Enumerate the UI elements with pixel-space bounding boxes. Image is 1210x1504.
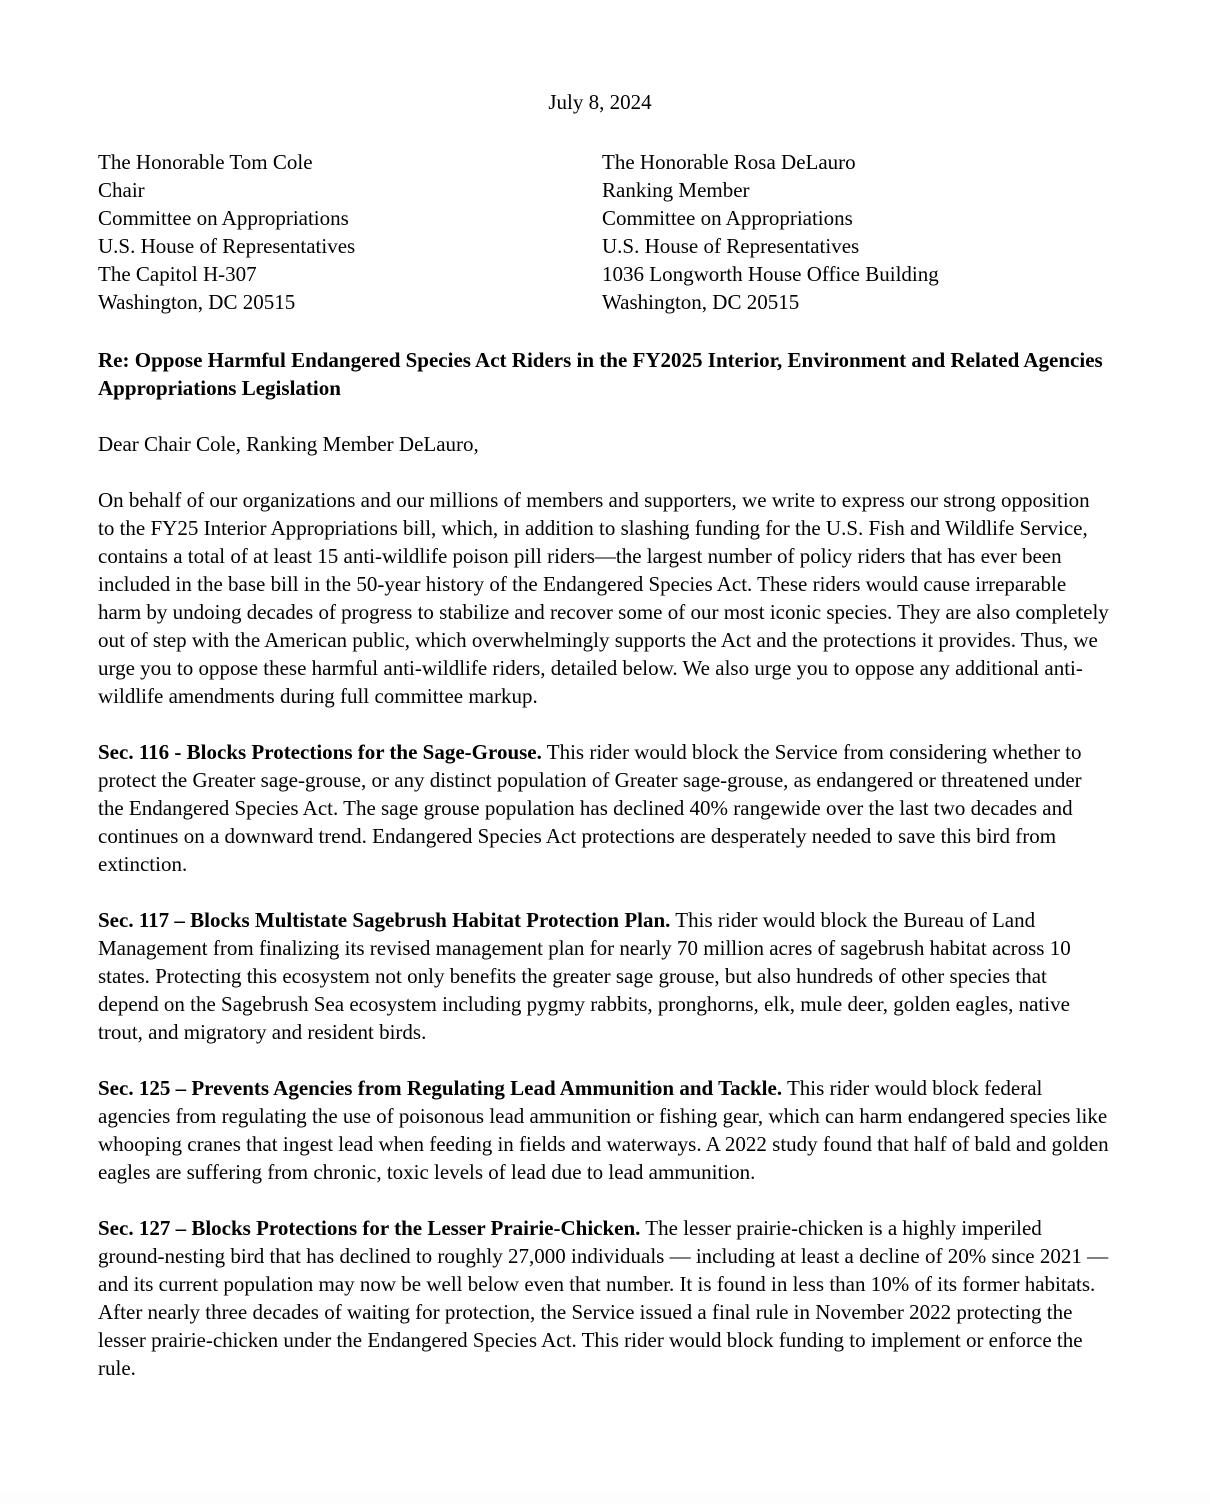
addressee-column-left xyxy=(98,148,602,316)
section-paragraph xyxy=(98,906,1110,1046)
addressee-line: Committee on Appropriations xyxy=(602,206,853,230)
section-paragraph xyxy=(98,1074,1110,1186)
addressee-line: The Honorable Rosa DeLauro xyxy=(602,150,856,174)
subject-line: Re: Oppose Harmful Endangered Species Act Riders in the FY2025 Interior, Environment and Related Agencies Appropriations Legislation xyxy=(98,348,1103,400)
addressee-line: Washington, DC 20515 xyxy=(602,290,800,314)
page-bottom-edge xyxy=(0,1492,1210,1504)
intro-paragraph: On behalf of our organizations and our millions of members and supporters, we write to express our strong opposition to the FY25 Interior Appropriations bill, which, in addition to slashing funding for the U.S. Fish and Wildlife Service, contains a total of at least 15 anti-wildlife poison pill riders—the largest number of policy riders that has ever been included in the base bill in the 50-year history of the Endangered Species Act. These riders would cause irreparable harm by undoing decades of progress to stabilize and recover some of our most iconic species. They are also completely out of step with the American public, which overwhelmingly supports the Act and the protections it provides. Thus, we urge you to oppose these harmful anti-wildlife riders, detailed below. We also urge you to oppose any additional anti-wildlife amendments during full committee markup. xyxy=(98,488,1109,708)
addressee-line: The Capitol H-307 xyxy=(98,262,257,286)
addressee-line: Washington, DC 20515 xyxy=(98,290,296,314)
addressee-line: Committee on Appropriations xyxy=(98,206,349,230)
letter-content xyxy=(98,0,1110,1382)
section-body: This rider would block federal agencies from regulating the use of poisonous lead ammunition or fishing gear, which can harm endangered species like whooping cranes that ingest lead when feeding in fields and waterways. A 2022 study found that half of bald and golden eagles are suffering from chronic, toxic levels of lead due to lead ammunition. xyxy=(98,1076,1109,1184)
letter-date: July 8, 2024 xyxy=(548,90,652,114)
section-heading: Sec. 127 – Blocks Protections for the Lesser Prairie-Chicken. xyxy=(98,1216,641,1240)
addressee-line: U.S. House of Representatives xyxy=(602,234,860,258)
addressee-block xyxy=(98,148,1110,316)
addressee-line: Chair xyxy=(98,178,145,202)
section-paragraph xyxy=(98,1214,1110,1382)
section-heading: Sec. 125 – Prevents Agencies from Regulating Lead Ammunition and Tackle. xyxy=(98,1076,783,1100)
addressee-line: 1036 Longworth House Office Building xyxy=(602,262,939,286)
addressee-line: Ranking Member xyxy=(602,178,750,202)
section-paragraph xyxy=(98,738,1110,878)
addressee-line: U.S. House of Representatives xyxy=(98,234,356,258)
section-heading: Sec. 116 - Blocks Protections for the Sage-Grouse. xyxy=(98,740,542,764)
addressee-line: The Honorable Tom Cole xyxy=(98,150,313,174)
section-body: This rider would block the Service from considering whether to protect the Greater sage-grouse, or any distinct population of Greater sage-grouse, as endangered or threatened under the Endangered Species Act. The sage grouse population has declined 40% rangewide over the last two decades and continues on a downward trend. Endangered Species Act protections are desperately needed to save this bird from extinction. xyxy=(98,740,1082,876)
addressee-column-right xyxy=(602,148,1110,316)
salutation: Dear Chair Cole, Ranking Member DeLauro, xyxy=(98,432,479,456)
section-body: This rider would block the Bureau of Land Management from finalizing its revised management plan for nearly 70 million acres of sagebrush habitat across 10 states. Protecting this ecosystem not only benefits the greater sage grouse, but also hundreds of other species that depend on the Sagebrush Sea ecosystem including pygmy rabbits, pronghorns, elk, mule deer, golden eagles, native trout, and migratory and resident birds. xyxy=(98,908,1071,1044)
section-body: The lesser prairie-chicken is a highly imperiled ground-nesting bird that has declined to roughly 27,000 individuals — including at least a decline of 20% since 2021 — and its current population may now be well below even that number. It is found in less than 10% of its former habitats. After nearly three decades of waiting for protection, the Service issued a final rule in November 2022 protecting the lesser prairie-chicken under the Endangered Species Act. This rider would block funding to implement or enforce the rule. xyxy=(98,1216,1109,1380)
section-heading: Sec. 117 – Blocks Multistate Sagebrush Habitat Protection Plan. xyxy=(98,908,671,932)
